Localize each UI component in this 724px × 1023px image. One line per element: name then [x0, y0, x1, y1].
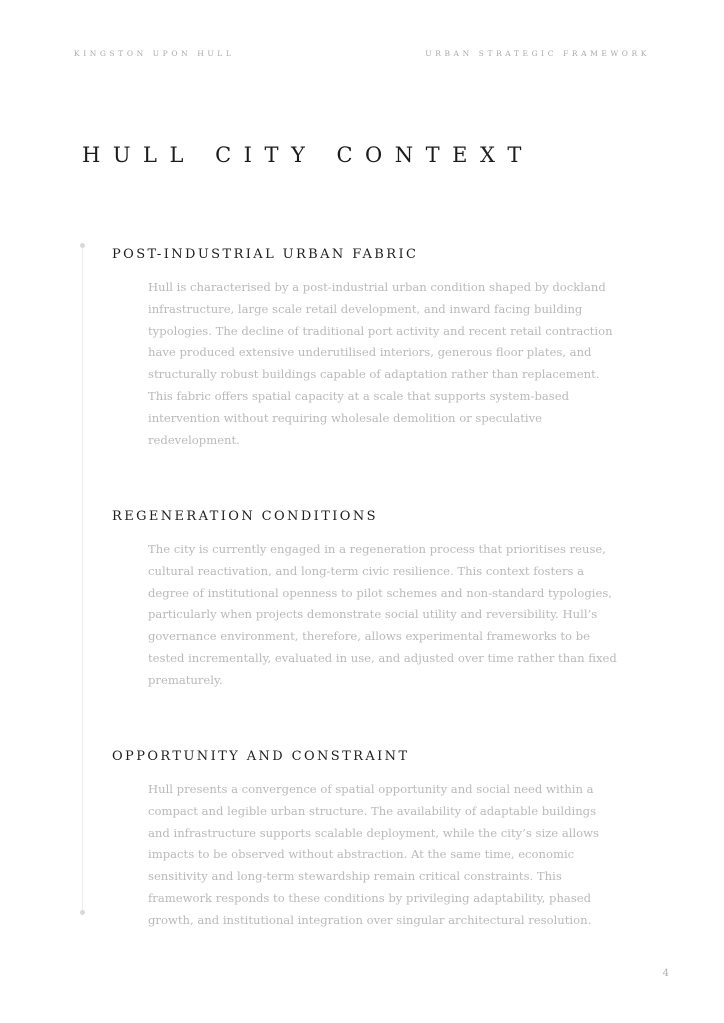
- section-heading: OPPORTUNITY AND CONSTRAINT: [112, 749, 410, 764]
- section-body: Hull presents a convergence of spatial opportunity and social need within a compact and legible urban structure. The availability of adaptable buildings and infrastructure supports scalable deployment, while the city’s size allows impacts to be observed without abstraction. At the same time, economic sensitivity and long-term stewardship remain critical constraints. This framework responds to these conditions by privileging adaptability, phased growth, and institutional integration over singular architectural resolution.: [148, 782, 600, 927]
- section-heading: REGENERATION CONDITIONS: [112, 509, 378, 524]
- page-number: 4: [662, 968, 669, 979]
- page-title: HULL CITY CONTEXT: [82, 143, 534, 167]
- timeline-dot-top: [80, 243, 85, 248]
- section-body: The city is currently engaged in a regeneration process that prioritises reuse, cultural reactivation, and long-term civic resilience. This context fosters a degree of institutional openness to pilot schemes and non-standard typologies, particularly when projects demonstrate social utility and reversibility. Hull’s governance environment, therefore, allows experimental frameworks to be tested incrementally, evaluated in use, and adjusted over time rather than fixed prematurely.: [148, 542, 617, 687]
- section-body: Hull is characterised by a post-industrial urban condition shaped by dockland infrastructure, large scale retail development, and inward facing building typologies. The decline of traditional port activity and recent retail contraction have produced extensive underutilised interiors, generous floor plates, and structurally robust buildings capable of adaptation rather than replacement. This fabric offers spatial capacity at a scale that supports system-based intervention without requiring wholesale demolition or speculative redevelopment.: [148, 280, 613, 447]
- running-header-right: URBAN STRATEGIC FRAMEWORK: [425, 49, 650, 58]
- section-heading: POST-INDUSTRIAL URBAN FABRIC: [112, 247, 419, 262]
- running-header-left: KINGSTON UPON HULL: [74, 49, 235, 58]
- timeline-dot-bottom: [80, 910, 85, 915]
- timeline-rule: [82, 246, 83, 913]
